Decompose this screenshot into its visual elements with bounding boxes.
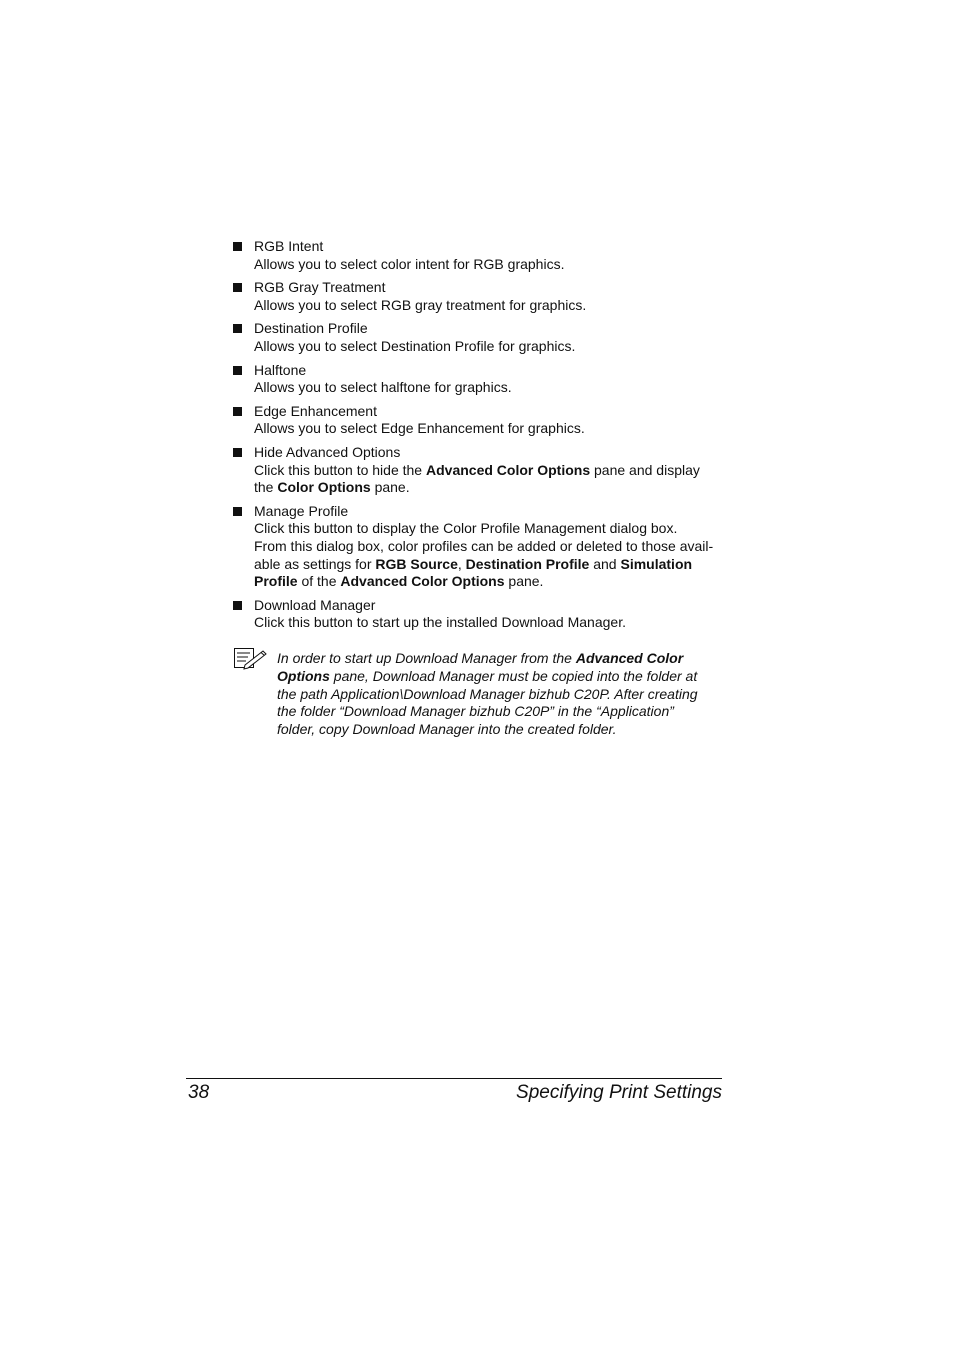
note-line <box>277 668 954 686</box>
list-item <box>0 320 954 355</box>
note-line <box>277 650 954 668</box>
text-segment: Allows you to select Destination Profile for graphics. <box>254 337 576 354</box>
bold-term: Advanced Color Options <box>426 461 591 478</box>
square-bullet-icon <box>233 601 242 610</box>
footer-divider <box>186 1078 722 1079</box>
item-description-line <box>254 420 734 438</box>
item-description-line <box>254 462 734 480</box>
text-segment: From this dialog box, color profiles can be added or deleted to those avail- <box>254 537 714 554</box>
settings-list <box>0 238 954 638</box>
bold-term: Destination Profile <box>465 555 590 572</box>
item-title: Download Manager <box>254 596 376 613</box>
list-item <box>0 503 954 591</box>
item-description-line <box>254 256 734 274</box>
item-description-line <box>254 297 734 315</box>
item-description-line <box>254 520 734 538</box>
text-segment: , <box>457 555 466 572</box>
item-description-line <box>254 379 734 397</box>
text-segment: pane and display <box>590 461 700 478</box>
list-item <box>0 238 954 273</box>
text-segment: pane. <box>504 573 544 590</box>
note-line <box>277 721 954 739</box>
text-segment: folder, copy Download Manager into the created folder. <box>277 721 617 738</box>
page-number: 38 <box>188 1082 210 1103</box>
text-segment: Click this button to hide the <box>254 461 426 478</box>
bold-term: Advanced Color Options <box>340 573 505 590</box>
text-segment: Click this button to display the Color Profile Management dialog box. <box>254 520 678 537</box>
item-title: Manage Profile <box>254 502 349 519</box>
item-title: Halftone <box>254 361 307 378</box>
text-segment: the path Application\Download Manager bizhub C20P. After creating <box>277 685 698 702</box>
text-segment: able as settings for <box>254 555 376 572</box>
square-bullet-icon <box>233 507 242 516</box>
list-item <box>0 362 954 397</box>
square-bullet-icon <box>233 407 242 416</box>
item-description-line <box>254 614 734 632</box>
text-segment: Click this button to start up the installed Download Manager. <box>254 614 626 631</box>
list-item <box>0 444 954 497</box>
list-item <box>0 279 954 314</box>
text-segment: Allows you to select color intent for RGB graphics. <box>254 255 565 272</box>
note-pencil-icon <box>233 646 269 670</box>
square-bullet-icon <box>233 324 242 333</box>
item-description-line <box>254 538 734 556</box>
text-segment: Allows you to select halftone for graphics. <box>254 379 512 396</box>
item-title: RGB Intent <box>254 238 324 254</box>
square-bullet-icon <box>233 242 242 251</box>
text-segment: pane, Download Manager must be copied into the folder at <box>329 667 698 684</box>
note-line <box>277 686 954 704</box>
text-segment: Allows you to select RGB gray treatment for graphics. <box>254 296 587 313</box>
text-segment: of the <box>297 573 341 590</box>
item-title: RGB Gray Treatment <box>254 279 386 296</box>
note-block <box>0 646 954 739</box>
item-description-line <box>254 573 734 591</box>
text-segment: Allows you to select Edge Enhancement for graphics. <box>254 420 585 437</box>
section-title: Specifying Print Settings <box>516 1082 722 1103</box>
bold-term: Color Options <box>277 479 371 496</box>
note-text <box>277 646 954 739</box>
note-line <box>277 703 954 721</box>
item-title: Hide Advanced Options <box>254 443 401 460</box>
list-item <box>0 403 954 438</box>
square-bullet-icon <box>233 283 242 292</box>
text-segment: pane. <box>370 479 410 496</box>
text-segment: In order to start up Download Manager from the <box>277 650 576 666</box>
item-title: Edge Enhancement <box>254 402 377 419</box>
item-title: Destination Profile <box>254 320 368 337</box>
list-item <box>0 597 954 632</box>
bold-term: Options <box>277 667 330 684</box>
bold-term: Profile <box>254 573 298 590</box>
text-segment: the <box>254 479 278 496</box>
item-description-line <box>254 556 734 574</box>
square-bullet-icon <box>233 448 242 457</box>
bold-term: Simulation <box>620 555 693 572</box>
item-description-line <box>254 338 734 356</box>
bold-term: RGB Source <box>375 555 458 572</box>
text-segment: the folder “Download Manager bizhub C20P” in the “Application” <box>277 703 674 720</box>
square-bullet-icon <box>233 366 242 375</box>
text-segment: and <box>589 555 621 572</box>
bold-term: Advanced Color <box>575 650 684 666</box>
item-description-line <box>254 479 734 497</box>
